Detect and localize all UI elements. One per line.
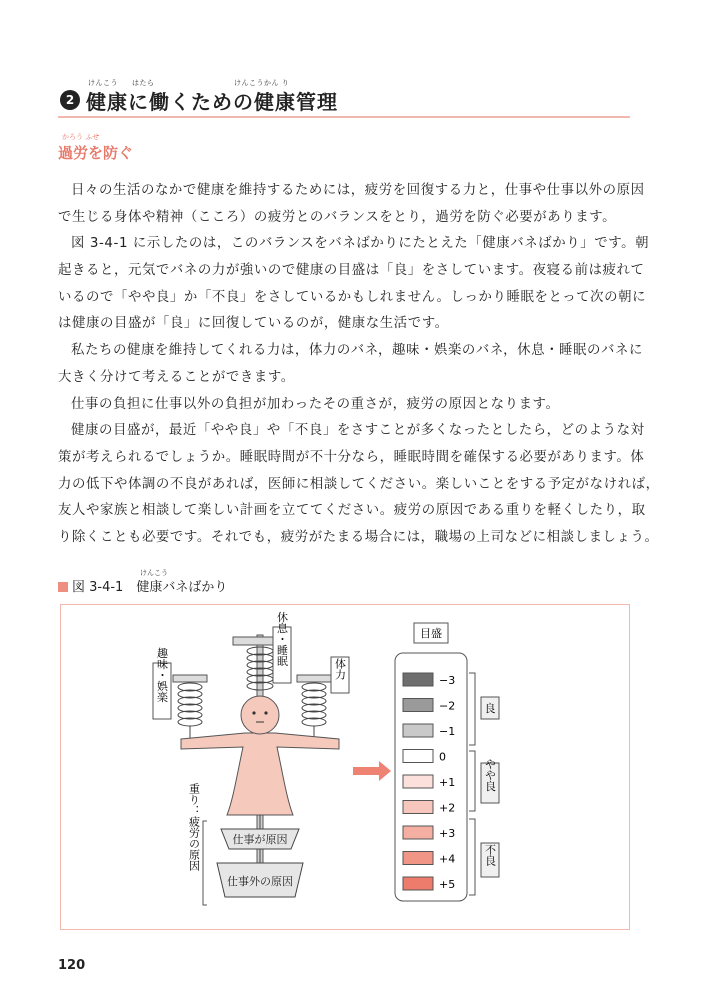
weight-side-label-text: 重り：疲労の原因 (187, 783, 201, 871)
scale-level-label: +2 (439, 801, 456, 815)
scale-level-label: −3 (439, 674, 456, 687)
group-good (481, 697, 499, 719)
figure-label (58, 576, 227, 595)
body-line: は健康の目盛が「良」に回復しているのが，健康な生活です。 (58, 316, 449, 332)
right-arrow-icon (353, 761, 391, 781)
group-good-label: 良 (484, 702, 496, 715)
scale-level-label: +3 (439, 827, 456, 840)
scale-level-label: +1 (439, 776, 456, 789)
hobby-spring (178, 683, 202, 741)
section-ruby-2: はたら (132, 79, 155, 87)
group-fair-label: やや良 (483, 758, 497, 792)
scale-level-label: +5 (439, 878, 456, 891)
group-poor-label: 不良 (483, 844, 497, 866)
body-line: 図 3-4-1 に示したのは，このバランスをバネばかりにたとえた「健康バネばかり」です。朝 (71, 236, 650, 252)
physical-label-text: 体力 (333, 658, 347, 680)
rest-label-text: 休息・睡眠 (275, 611, 289, 667)
body-line: り除くことも必要です。それでも，疲労がたまる場合には，職場の上司などに相談しましょう。 (58, 529, 659, 545)
subsection-ruby: かろう ふせ (62, 133, 100, 141)
scale-level-label: −2 (439, 699, 456, 713)
person-figure (181, 696, 339, 815)
right-bar (297, 675, 331, 682)
body-line: 仕事の負担に仕事以外の負担が加わったその重さが，疲労の原因となります。 (71, 396, 560, 412)
body-line: 大きく分けて考えることができます。 (58, 369, 295, 385)
section-title: 健康に働くための健康管理 (86, 90, 338, 114)
scale-swatch (403, 826, 433, 839)
subsection-title: 過労を防ぐ (58, 144, 134, 162)
left-bar (173, 675, 207, 682)
health-spring-scale-diagram (61, 605, 631, 931)
scale-level-label: 0 (439, 750, 446, 764)
scale-swatch (403, 775, 433, 788)
body-line: 策が考えられるでしょうか。睡眠時間が不十分なら，睡眠時間を確保する必要があります。体 (58, 449, 645, 465)
weight-side-label (188, 782, 208, 905)
work-weight-label: 仕事が原因 (232, 833, 288, 846)
body-line: 力の低下や体調の不良があれば，医師に相談してください。楽しいことをする予定がなければ， (58, 476, 660, 492)
scale-swatch (403, 801, 433, 814)
scale-level-label: +4 (439, 852, 456, 866)
scale-swatch (403, 699, 433, 712)
section-number: 2 (60, 90, 80, 110)
scale-swatch (403, 877, 433, 890)
section-ruby-3: けんこうかん り (234, 79, 290, 87)
section-divider (58, 116, 630, 118)
figure-label-text: 図 3-4-1 健康バネばかり (72, 580, 228, 595)
figure-ruby: けんこう (140, 569, 168, 577)
work-weight (221, 829, 299, 849)
hobby-label (153, 646, 171, 719)
body-line: 私たちの健康を維持してくれる力は，体力のバネ，趣味・娯楽のバネ，休息・睡眠のバネに (71, 343, 644, 359)
scale-level-label: −1 (439, 725, 456, 738)
body-line: いるので「やや良」か「不良」をさしているかもしれません。しっかり睡眠をとって次の朝に (58, 289, 647, 305)
non-work-weight-label: 仕事外の原因 (227, 875, 293, 888)
body-line: 健康の目盛が，最近「やや良」や「不良」をさすことが多くなったとしたら，どのような対 (71, 423, 645, 439)
body-line: で生じる身体や精神（こころ）の疲労とのバランスをとり，過労を防ぐ必要があります。 (58, 209, 617, 225)
scale-rows (403, 673, 455, 891)
physical-spring (302, 683, 326, 741)
subsection-heading (58, 132, 258, 164)
hobby-label-text: 趣味・娯楽 (155, 647, 169, 703)
group-poor (481, 843, 499, 877)
scale-title: 目盛 (420, 627, 442, 640)
scale-swatch (403, 724, 433, 737)
page-number: 120 (58, 958, 86, 973)
non-work-weight (217, 863, 303, 897)
section-ruby-1: けんこう (88, 79, 118, 87)
scale-swatch (403, 673, 433, 686)
body-line: 友人や家族と相談して楽しい計画を立ててください。疲労の原因である重りを軽くしたり，取 (58, 503, 646, 519)
body-line: 起きると，元気でバネの力が強いので健康の目盛は「良」をさしています。夜寝る前は疲れて (58, 263, 645, 279)
group-fair (481, 758, 499, 803)
figure-marker (58, 582, 68, 592)
body-text (58, 178, 660, 552)
body-line: 日々の生活のなかで健康を維持するためには，疲労を回復する力と，仕事や仕事以外の原因 (71, 183, 645, 198)
figure-box (60, 604, 630, 930)
scale-swatch (403, 750, 433, 763)
scale-swatch (403, 852, 433, 865)
rest-label (273, 610, 291, 683)
section-heading (58, 78, 630, 118)
physical-label (331, 657, 349, 693)
